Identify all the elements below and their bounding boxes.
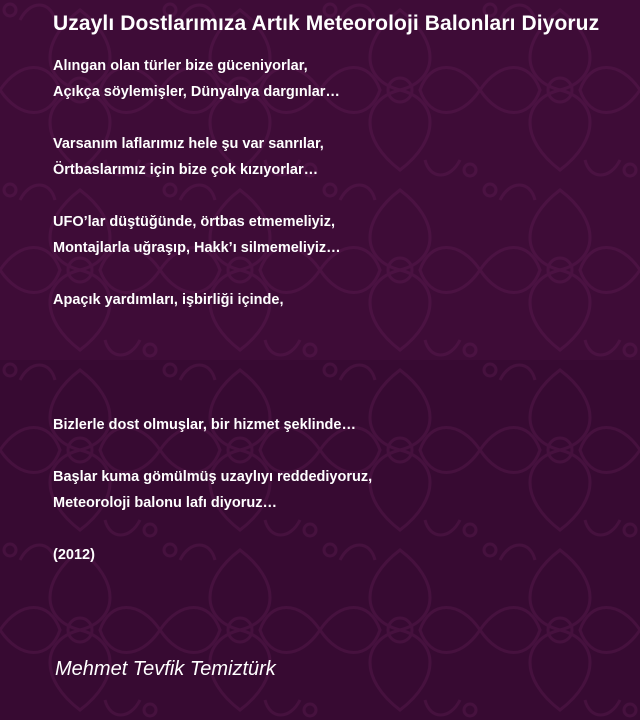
poem-title: Uzaylı Dostlarımıza Artık Meteoroloji Balonları Diyoruz <box>53 12 600 35</box>
poem-line: Bizlerle dost olmuşlar, bir hizmet şeklinde… <box>53 417 356 433</box>
stanza-6 <box>53 464 372 516</box>
poem-line: Açıkça söylemişler, Dünyalıya dargınlar… <box>53 84 340 100</box>
poem-line: Montajlarla uğraşıp, Hakk’ı silmemeliyiz… <box>53 240 341 256</box>
poem-line: Alıngan olan türler bize güceniyorlar, <box>53 58 308 74</box>
poem-line: Apaçık yardımları, işbirliği içinde, <box>53 292 284 308</box>
poem-line: Meteoroloji balonu lafı diyoruz… <box>53 495 277 511</box>
stanza-7-date <box>53 542 95 568</box>
poem-line: Örtbaslarımız için bize çok kızıyorlar… <box>53 162 319 178</box>
poem-line: Başlar kuma gömülmüş uzaylıyı reddediyoruz, <box>53 469 373 485</box>
stanza-1 <box>53 53 340 105</box>
poem-date: (2012) <box>53 547 95 563</box>
stanza-5 <box>53 412 356 438</box>
poem-line: UFO’lar düştüğünde, örtbas etmemeliyiz, <box>53 214 335 230</box>
poem-line: Varsanım laflarımız hele şu var sanrılar, <box>53 136 324 152</box>
poem-author: Mehmet Tevfik Temiztürk <box>55 658 276 680</box>
stanza-3 <box>53 209 341 261</box>
stanza-2 <box>53 131 324 183</box>
stanza-4 <box>53 287 283 313</box>
